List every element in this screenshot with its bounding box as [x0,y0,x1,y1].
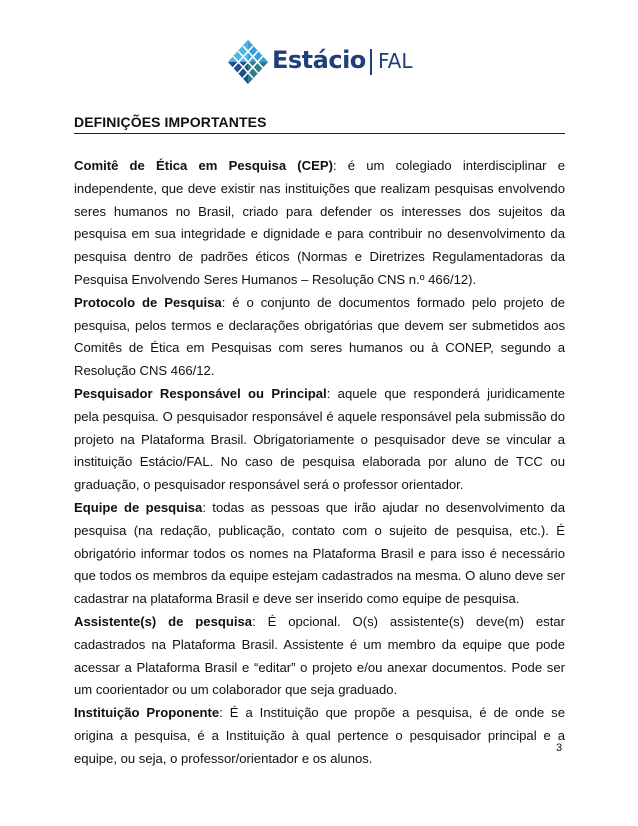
section-heading: DEFINIÇÕES IMPORTANTES [74,114,267,130]
definition-term: Comitê de Ética em Pesquisa (CEP) [74,158,333,173]
definition-item [74,292,565,383]
definition-text: : todas as pessoas que irão ajudar no desenvolvimento da pesquisa (na redação, publicação, contato com o sujeito de pesquisa, etc.). É obrigatório informar todos os nomes na Plataforma Brasil e para isso é necessário que todos os membros da equipe estejam cadastrados na mesma. O aluno deve ser cadastrar na plataforma Brasil e deve ser inserido como equipe de pesquisa. [74,499,565,607]
definition-term: Pesquisador Responsável ou Principal [74,385,327,401]
logo-divider [370,49,372,75]
estacio-logo [226,38,426,86]
definition-item [74,383,565,497]
definition-text: : aquele que responderá juridicamente pela pesquisa. O pesquisador responsável é aquele responsável pela submissão do projeto na Plataforma Brasil. Obrigatoriamente o pesquisador deve se vincular a instituição Estácio/FAL. No caso de pesquisa elaborada por aluno de TCC ou graduação, o pesquisador responsável será o professor orientador. [74,385,565,493]
logo-diamond-icon [226,38,270,86]
definition-item [74,497,565,611]
definition-text: : É opcional. O(s) assistente(s) deve(m) estar cadastrados na Plataforma Brasil. Assistente é um membro da equipe que pode acessar a Plataforma Brasil e “editar” o projeto e/ou anexar documentos. Pode ser um coorientador ou um colaborador que seja graduado. [74,613,566,698]
definition-text: : é um colegiado interdisciplinar e independente, que deve existir nas instituições que realizam pesquisas envolvendo seres humanos no Brasil, criado para defender os interesses dos sujeitos da pesquisa em sua integridade e dignidade e para contribuir no desenvolvimento da pesquisa dentro de padrões éticos (Normas e Diretrizes Regulamentadoras da Pesquisa Envolvendo Seres Humanos – Resolução CNS n.º 466/12). [74,158,565,287]
definition-text: : é o conjunto de documentos formado pelo projeto de pesquisa, pelos termos e declarações obrigatórias que devem ser submetidos aos Comitês de Ética em Pesquisas com seres humanos ou à CONEP, segundo a Resolução CNS 466/12. [74,294,566,379]
heading-rule [74,133,565,134]
definition-item [74,155,565,292]
definition-term: Equipe de pesquisa [74,499,203,515]
definition-item [74,611,565,702]
definition-term: Instituição Proponente [74,705,220,721]
definition-term: Protocolo de Pesquisa [74,294,222,310]
logo-unit: FAL [378,49,413,73]
page-number: 3 [556,742,563,754]
definitions-list [74,155,565,771]
definition-item [74,702,565,770]
definition-text: : É a Instituição que propõe a pesquisa, é de onde se origina a pesquisa, é a Instituição à qual pertence o pesquisador principal e a equipe, ou seja, o professor/orientador e os alunos. [74,705,565,766]
logo-brand: Estácio [272,46,366,74]
definition-term: Assistente(s) de pesquisa [74,613,253,629]
